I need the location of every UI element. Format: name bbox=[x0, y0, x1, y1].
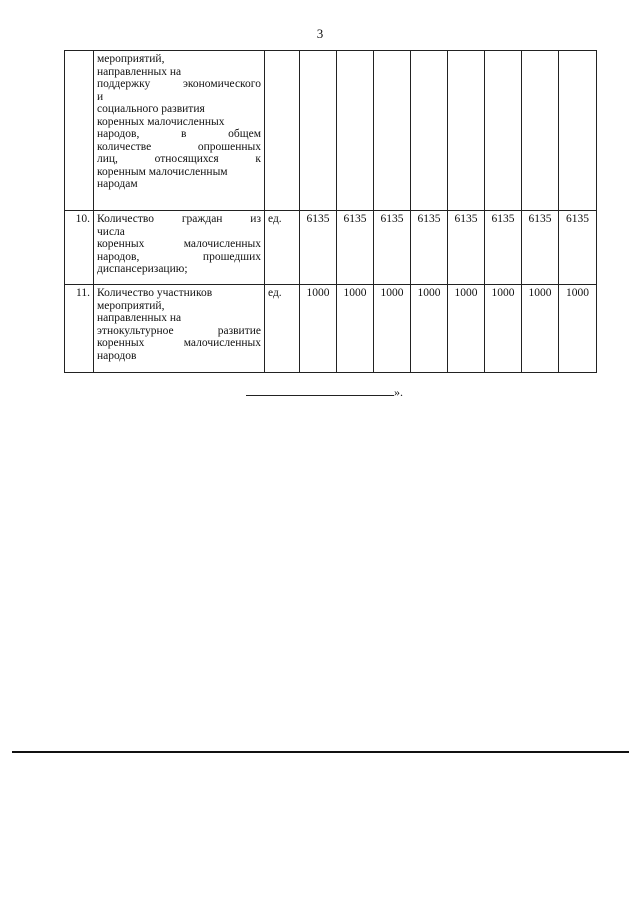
value-cell: 6135 bbox=[559, 211, 597, 285]
description-line: народов bbox=[97, 349, 137, 362]
value-cell: 6135 bbox=[300, 211, 337, 285]
value-cell bbox=[300, 51, 337, 211]
value-cell bbox=[411, 51, 448, 211]
table-row bbox=[65, 285, 597, 373]
page-number: 3 bbox=[316, 26, 324, 41]
description-line: народов, прошедших bbox=[97, 250, 261, 263]
description-line: этнокультурное развитие bbox=[97, 324, 261, 337]
description-line: диспансеризацию; bbox=[97, 263, 188, 275]
value-cell: 1000 bbox=[374, 285, 411, 373]
table-row bbox=[65, 51, 597, 211]
value-cell: 1000 bbox=[448, 285, 485, 373]
page-bottom-divider bbox=[12, 751, 629, 753]
value-cell: 6135 bbox=[522, 211, 559, 285]
value-cell: 1000 bbox=[411, 285, 448, 373]
description-line: направленных на bbox=[97, 312, 182, 324]
description-line: и bbox=[97, 90, 104, 103]
value-cell bbox=[559, 51, 597, 211]
value-cell: 6135 bbox=[448, 211, 485, 285]
value-cell bbox=[522, 51, 559, 211]
unit-cell: ед. bbox=[265, 211, 300, 285]
closing-mark bbox=[246, 385, 403, 400]
indicator-description bbox=[94, 51, 265, 211]
value-cell: 6135 bbox=[337, 211, 374, 285]
description-line: Количество граждан из bbox=[97, 213, 261, 225]
row-number: 10. bbox=[65, 211, 94, 285]
description-line: лиц, относящихся к bbox=[97, 153, 261, 165]
description-line: мероприятий, bbox=[97, 299, 165, 312]
description-line: поддержку экономического bbox=[97, 78, 261, 90]
description-line: коренных малочисленных bbox=[97, 238, 261, 250]
value-cell bbox=[374, 51, 411, 211]
table-row bbox=[65, 211, 597, 285]
value-cell: 1000 bbox=[559, 285, 597, 373]
closing-quote: ». bbox=[394, 385, 403, 399]
closing-underline bbox=[246, 385, 394, 396]
description-line: народам bbox=[97, 178, 138, 190]
indicator-description bbox=[94, 285, 265, 373]
value-cell bbox=[448, 51, 485, 211]
description-line: коренным малочисленным bbox=[97, 165, 228, 178]
description-line: Количество участников bbox=[97, 287, 213, 299]
unit-cell bbox=[265, 51, 300, 211]
description-line: социального развития bbox=[97, 103, 205, 115]
description-line: народов, в общем bbox=[97, 128, 261, 140]
row-number bbox=[65, 51, 94, 211]
value-cell bbox=[485, 51, 522, 211]
value-cell: 6135 bbox=[374, 211, 411, 285]
value-cell: 1000 bbox=[522, 285, 559, 373]
value-cell: 1000 bbox=[485, 285, 522, 373]
value-cell: 6135 bbox=[411, 211, 448, 285]
indicator-description bbox=[94, 211, 265, 285]
unit-cell: ед. bbox=[265, 285, 300, 373]
description-line: числа bbox=[97, 225, 125, 238]
row-number: 11. bbox=[65, 285, 94, 373]
value-cell bbox=[337, 51, 374, 211]
description-line: направленных на bbox=[97, 65, 182, 78]
value-cell: 1000 bbox=[300, 285, 337, 373]
value-cell: 6135 bbox=[485, 211, 522, 285]
description-line: мероприятий, bbox=[97, 53, 165, 65]
description-line: количестве опрошенных bbox=[97, 140, 261, 153]
value-cell: 1000 bbox=[337, 285, 374, 373]
description-line: коренных малочисленных bbox=[97, 337, 261, 349]
description-line: коренных малочисленных bbox=[97, 115, 225, 128]
indicators-table bbox=[64, 50, 597, 373]
